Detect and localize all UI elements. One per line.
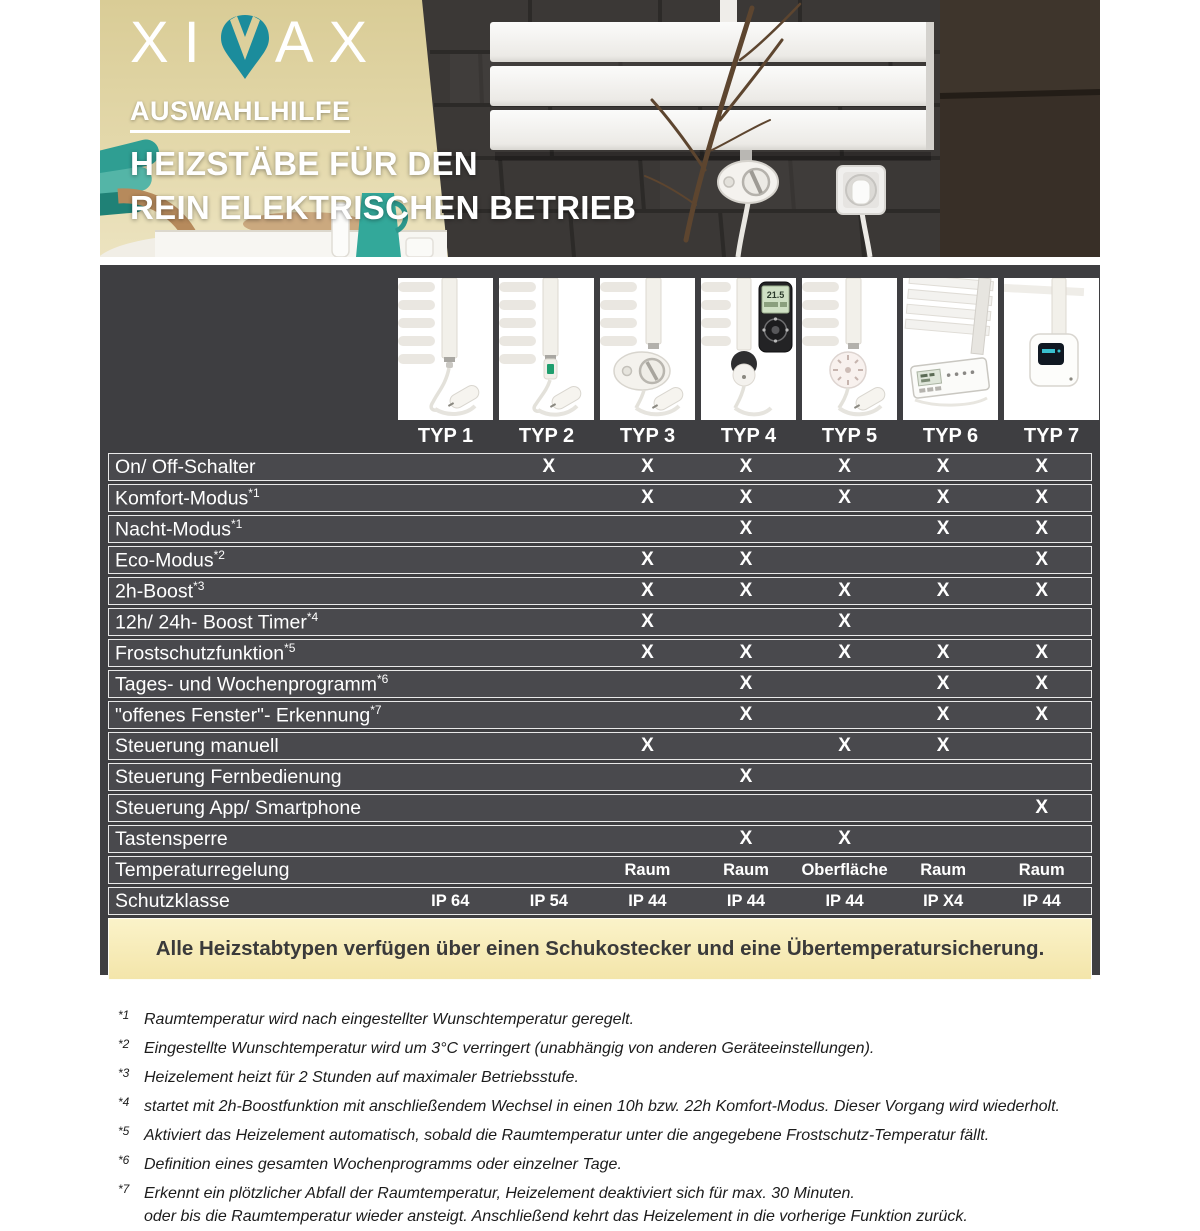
feature-label: Steuerung manuell [115,734,279,757]
cell-typ7: X [1035,580,1049,601]
cell-typ6: X [936,580,950,601]
cell-typ6: X [936,704,950,725]
feature-label: 2h-Boost$^{*3}$ [115,578,205,603]
feature-label: Schutzklasse [115,889,230,912]
feature-row-8 [108,670,1092,698]
cell-typ4: X [739,673,753,694]
typ-label-7: TYP 7 [1023,425,1080,447]
cell-typ2: IP 54 [529,891,568,910]
typ-label-2: TYP 2 [518,425,575,447]
cell-typ5: Oberfläche [801,860,888,879]
footnote-5 [118,1124,1100,1150]
logo-text-left: XI [130,10,215,75]
svg-text:21.5: 21.5 [766,290,785,300]
feature-label: "offenes Fenster"- Erkennung$^{*7}$ [115,702,382,727]
note-bar [108,918,1092,980]
feature-row-2 [108,484,1092,512]
cell-typ4: X [739,828,753,849]
cell-typ5: X [838,456,851,477]
note-text: Alle Heizstabtypen verfügen über einen Schukostecker und eine Übertemperatursicherung. [155,937,1045,960]
footnote-4 [118,1095,1100,1121]
ximax-pin-icon [217,14,273,80]
cell-typ7: X [1035,549,1049,570]
footnote-text: Definition eines gesamten Wochenprogramms oder einzelner Tage. [144,1156,622,1173]
cell-typ4: X [739,518,753,539]
cell-typ2: X [542,456,556,477]
cell-typ7: X [1035,518,1049,539]
title-line-2: REIN ELEKTRISCHEN BETRIEB [130,189,637,226]
typ-label-3: TYP 3 [619,425,676,447]
footnote-text: Eingestellte Wunschtemperatur wird um 3°C verringert (unabhängig von anderen Geräteeinstellungen). [144,1040,875,1057]
product-typ-1 [398,278,493,420]
kicker: AUSWAHLHILFE [130,96,350,133]
product-typ-6 [903,278,998,420]
cell-typ6: Raum [920,860,967,879]
ximax-logo [130,10,636,80]
footnote-text: startet mit 2h-Boostfunktion mit anschließendem Wechsel in einen 10h bzw. 22h Komfort-Modus. Dieser Vorgang wird wiederholt. [144,1098,1060,1115]
feature-row-6 [108,608,1092,636]
feature-row-9 [108,701,1092,729]
cell-typ5: X [838,828,851,849]
cell-typ3: X [641,580,654,601]
cell-typ4: IP 44 [726,891,766,910]
typ-label-1: TYP 1 [417,425,474,447]
cell-typ5: X [838,487,851,508]
cell-typ3: X [641,456,654,477]
feature-label: Frostschutzfunktion$^{*5}$ [115,640,296,665]
product-typ-7 [1004,278,1099,420]
footnote-text: Aktiviert das Heizelement automatisch, sobald die Raumtemperatur unter die angegebene Frostschutz-Temperatur fällt. [144,1127,990,1144]
cell-typ6: X [936,518,950,539]
cell-typ4: X [739,487,753,508]
typ-6-image [903,278,998,420]
cell-typ7: X [1035,487,1049,508]
feature-row-14 [108,856,1092,884]
cell-typ7: X [1035,673,1049,694]
product-typ-4 [701,278,796,420]
product-typ-3 [600,278,695,420]
feature-row-3 [108,515,1092,543]
logo-text-right: AX [274,10,383,75]
cell-typ4: X [739,456,753,477]
cell-typ7: IP 44 [1022,891,1061,910]
footnote-text: Heizelement heizt für 2 Stunden auf maximaler Betriebsstufe. [144,1069,579,1086]
footnote-6 [118,1153,1100,1179]
product-typ-2 [499,278,594,420]
cell-typ5: X [838,580,851,601]
footnote-marker: *1 [118,1008,130,1022]
footnote-marker: *7 [118,1182,130,1196]
feature-row-12 [108,794,1092,822]
cell-typ3: X [641,735,654,756]
cell-typ6: X [936,642,950,663]
cell-typ6: X [936,456,950,477]
cell-typ5: X [838,642,851,663]
cell-typ3: X [641,611,654,632]
typ-3-image [600,278,695,420]
typ-4-image [701,278,796,420]
cell-typ6: X [936,487,950,508]
page-title [130,142,636,230]
cell-typ5: X [838,735,851,756]
feature-label: 12h/ 24h- Boost Timer$^{*4}$ [115,609,319,634]
feature-row-10 [108,732,1092,760]
cell-typ4: X [739,549,753,570]
cell-typ4: X [739,642,753,663]
cell-typ4: X [739,766,753,787]
cell-typ7: X [1035,642,1049,663]
footnote-1 [118,1008,1100,1034]
feature-label: Komfort-Modus$^{*1}$ [115,485,260,510]
cell-typ7: X [1035,456,1049,477]
typ-label-6: TYP 6 [922,425,979,447]
feature-row-1 [108,453,1092,481]
feature-row-11 [108,763,1092,791]
typ-5-image [802,278,897,420]
footnote-marker: *6 [118,1153,130,1167]
feature-label: On/ Off-Schalter [115,455,256,478]
footnote-text: Raumtemperatur wird nach eingestellter Wunschtemperatur geregelt. [144,1011,635,1028]
cell-typ3: X [641,642,654,663]
cabinet [940,0,1100,257]
feature-row-15 [108,887,1092,915]
comparison-panel [100,265,1100,975]
feature-row-4 [108,546,1092,574]
footnote-marker: *4 [118,1095,130,1109]
cell-typ7: Raum [1018,860,1065,879]
footnote-3 [118,1066,1100,1092]
feature-label: Tastensperre [115,827,228,850]
cell-typ3: X [641,487,654,508]
typ-2-image [499,278,594,420]
feature-rows [100,453,1100,915]
cell-typ6: IP X4 [923,891,964,910]
cell-typ6: X [936,735,950,756]
cell-typ4: Raum [723,860,769,879]
cell-typ3: Raum [624,860,671,879]
title-line-1: HEIZSTÄBE FÜR DEN [130,145,478,182]
cell-typ1: IP 64 [431,891,470,910]
cell-typ5: X [838,611,851,632]
feature-row-7 [108,639,1092,667]
feature-label: Temperaturregelung [115,858,290,881]
feature-label: Steuerung Fernbedienung [115,765,342,788]
typ-label-4: TYP 4 [720,425,777,447]
feature-row-5 [108,577,1092,605]
cell-typ7: X [1035,797,1049,818]
feature-label: Tages- und Wochenprogramm$^{*6}$ [115,671,389,696]
typ-label-5: TYP 5 [821,425,878,447]
footnotes [100,975,1100,1231]
footnote-text: Erkennt ein plötzlicher Abfall der Raumtemperatur, Heizelement deaktiviert sich für max. 30 Minuten. oder bis die Raumtemperatur wieder ansteigt. Anschließend kehrt das Heizelement in die vorherige Funktion zurück. [144,1185,968,1225]
cell-typ7: X [1035,704,1049,725]
feature-label: Steuerung App/ Smartphone [115,796,362,819]
cell-typ3: X [641,549,654,570]
feature-label: Nacht-Modus$^{*1}$ [115,516,243,541]
cell-typ3: IP 44 [628,891,667,910]
footnote-marker: *5 [118,1124,130,1138]
footnote-marker: *3 [118,1066,130,1080]
cell-typ4: X [739,704,753,725]
product-images-row [100,278,1100,420]
cell-typ6: X [936,673,950,694]
product-typ-5 [802,278,897,420]
footnote-7 [118,1182,1100,1231]
cell-typ4: X [739,580,753,601]
cell-typ5: IP 44 [825,891,864,910]
hero-banner [100,0,1100,257]
feature-label: Eco-Modus$^{*2}$ [115,547,225,572]
typ-7-image [1004,278,1099,420]
footnote-marker: *2 [118,1037,130,1051]
footnote-2 [118,1037,1100,1063]
typ-labels-row [100,420,1100,453]
typ-1-image [398,278,493,420]
feature-row-13 [108,825,1092,853]
